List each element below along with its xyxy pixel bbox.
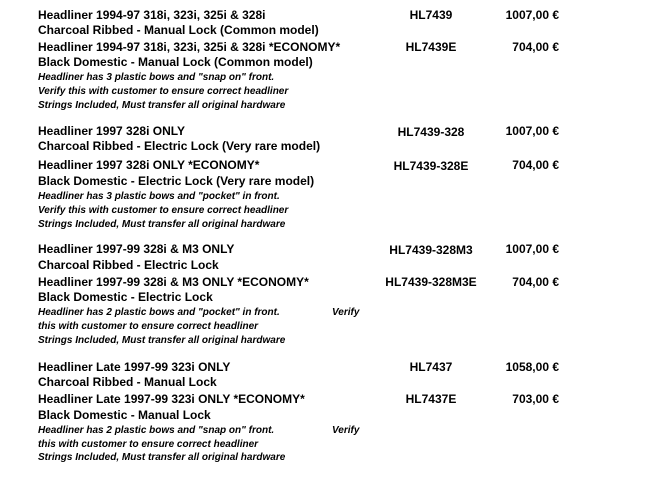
- item-price: 1007,00 €: [505, 8, 559, 22]
- note-line: Strings Included, Must transfer all original hardware: [38, 100, 286, 111]
- item-description: Black Domestic - Electric Lock (Very rare model): [38, 174, 315, 188]
- item-description: Black Domestic - Manual Lock: [38, 408, 211, 422]
- item-description: Black Domestic - Manual Lock (Common model): [38, 55, 313, 69]
- note-line: Strings Included, Must transfer all original hardware: [38, 335, 286, 346]
- item-code: HL7437: [409, 360, 453, 374]
- note-line: Verify this with customer to ensure correct headliner: [38, 86, 289, 97]
- item-code: HL7439-328M3E: [385, 275, 477, 289]
- item-price: 704,00 €: [512, 40, 559, 54]
- item-price: 1007,00 €: [505, 124, 559, 138]
- item-description: Charcoal Ribbed - Manual Lock: [38, 375, 217, 389]
- note-line: this with customer to ensure correct headliner: [38, 321, 259, 332]
- note-line: Headliner has 3 plastic bows and "pocket" in front.: [38, 191, 280, 202]
- note-aside: Verify: [332, 307, 360, 318]
- item-price: 1007,00 €: [505, 242, 559, 256]
- note-line: Verify this with customer to ensure correct headliner: [38, 205, 289, 216]
- item-code: HL7439-328M3: [389, 243, 473, 257]
- item-description: Charcoal Ribbed - Manual Lock (Common model): [38, 23, 319, 37]
- note-line: Strings Included, Must transfer all original hardware: [38, 219, 286, 230]
- item-price: 704,00 €: [512, 158, 559, 172]
- note-line: Strings Included, Must transfer all original hardware: [38, 452, 286, 463]
- item-title: Headliner 1997 328i ONLY: [38, 124, 185, 138]
- item-price: 704,00 €: [512, 275, 559, 289]
- item-description: Black Domestic - Electric Lock: [38, 290, 213, 304]
- note-line: this with customer to ensure correct headliner: [38, 439, 259, 450]
- note-aside: Verify: [332, 425, 360, 436]
- item-price: 1058,00 €: [505, 360, 559, 374]
- note-line: Headliner has 2 plastic bows and "pocket" in front.: [38, 307, 280, 318]
- item-description: Charcoal Ribbed - Electric Lock: [38, 258, 219, 272]
- item-title: Headliner Late 1997-99 323i ONLY *ECONOMY*: [38, 392, 305, 406]
- item-title: Headliner 1997-99 328i & M3 ONLY: [38, 242, 235, 256]
- item-code: HL7437E: [405, 392, 457, 406]
- item-code: HL7439E: [405, 40, 457, 54]
- note-line: Headliner has 2 plastic bows and "snap on" front.: [38, 425, 275, 436]
- item-description: Charcoal Ribbed - Electric Lock (Very rare model): [38, 139, 321, 153]
- item-title: Headliner Late 1997-99 323i ONLY: [38, 360, 231, 374]
- item-price: 703,00 €: [512, 392, 559, 406]
- item-code: HL7439-328E: [393, 159, 469, 173]
- note-line: Headliner has 3 plastic bows and "snap on" front.: [38, 72, 275, 83]
- item-title: Headliner 1997 328i ONLY *ECONOMY*: [38, 158, 260, 172]
- item-code: HL7439: [409, 8, 453, 22]
- item-title: Headliner 1994-97 318i, 323i, 325i & 328i *ECONOMY*: [38, 40, 341, 54]
- item-code: HL7439-328: [397, 125, 465, 139]
- item-title: Headliner 1994-97 318i, 323i, 325i & 328i: [38, 8, 266, 22]
- item-title: Headliner 1997-99 328i & M3 ONLY *ECONOMY*: [38, 275, 309, 289]
